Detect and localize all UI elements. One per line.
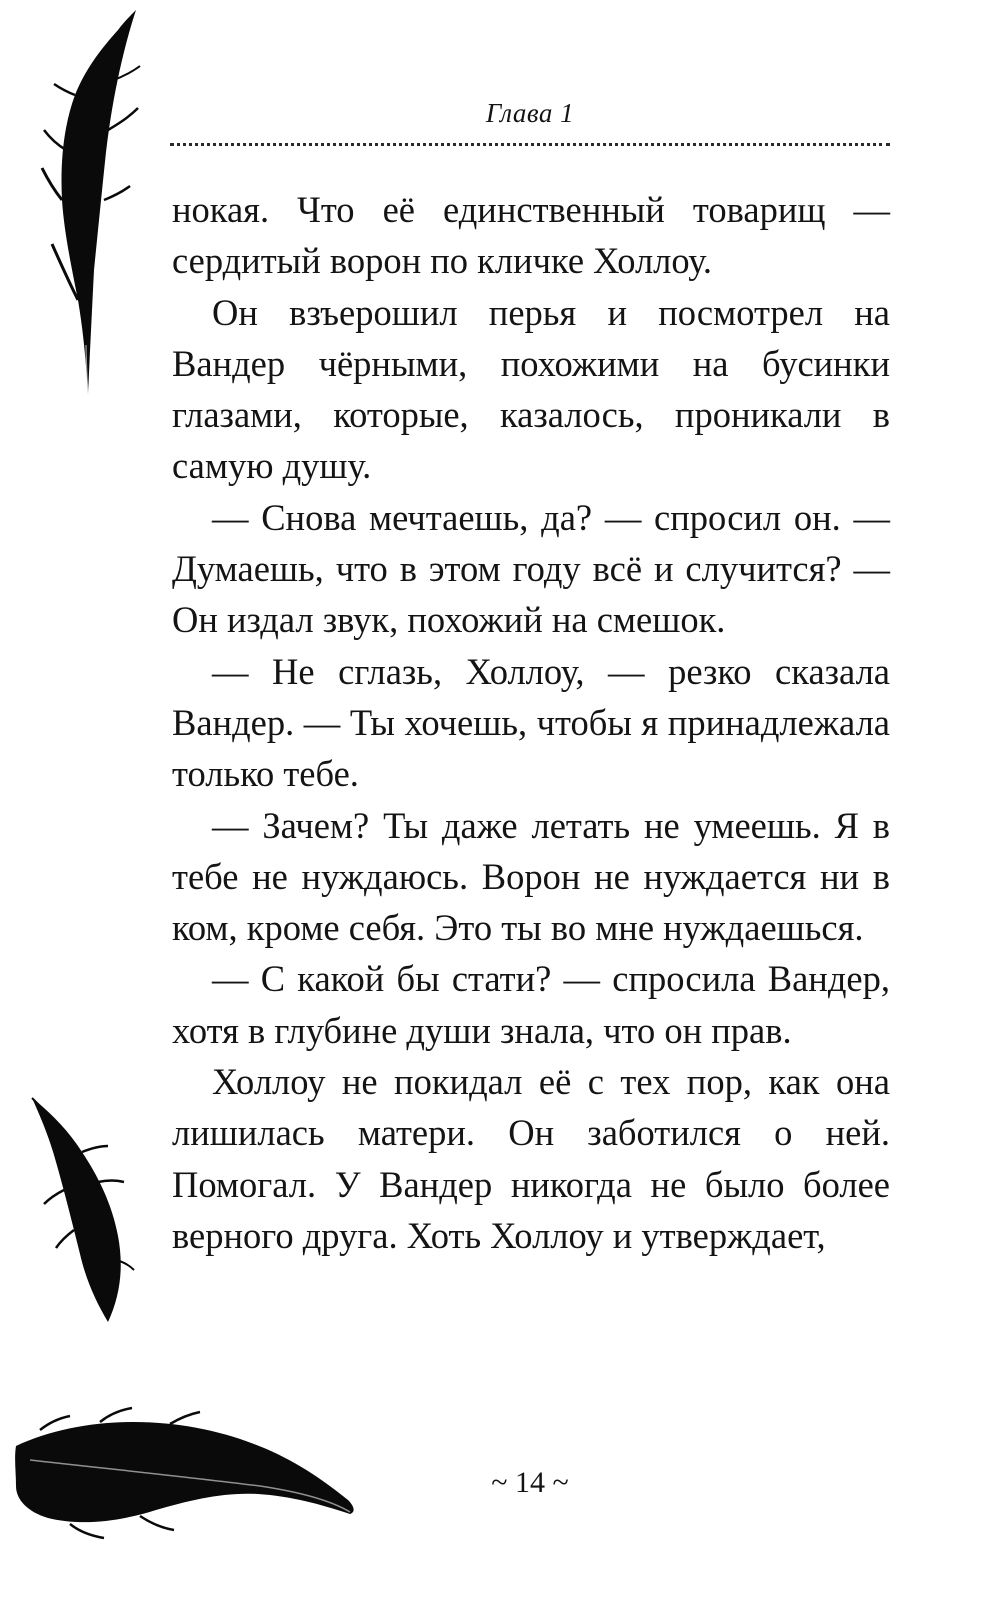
paragraph: — Не сглазь, Холлоу, — резко сказала Вандер. — Ты хочешь, чтобы я принадлежала только тебе. bbox=[172, 650, 890, 795]
header-divider bbox=[170, 143, 890, 146]
page-number: ~ 14 ~ bbox=[491, 1466, 569, 1499]
paragraph: — Зачем? Ты даже летать не умеешь. Я в тебе не нуждаюсь. Ворон не нуждается ни в ком, кроме себя. Это ты во мне нуждаешься. bbox=[172, 804, 890, 949]
feather-icon-top bbox=[20, 0, 150, 400]
paragraph: — С какой бы стати? — спросила Вандер, хотя в глубине души знала, что он прав. bbox=[172, 958, 890, 1051]
feather-icon-middle bbox=[20, 1090, 140, 1330]
paragraph: Он взъерошил перья и посмотрел на Вандер чёрными, похожими на бусинки глазами, которые, казалось, проникали в самую душу. bbox=[172, 291, 890, 487]
running-header: Глава 1 bbox=[485, 98, 575, 128]
paragraph: нокая. Что её единственный товарищ — сердитый ворон по кличке Холлоу. bbox=[172, 189, 890, 282]
paragraph: — Снова мечтаешь, да? — спросил он. — Думаешь, что в этом году всё и случится? — Он издал звук, похожий на смешок. bbox=[172, 496, 890, 641]
body-text bbox=[172, 184, 890, 1261]
paragraph: Холлоу не покидал её с тех пор, как она лишилась матери. Он заботился о ней. Помогал. У Вандер никогда не было более верного друга. Хоть Холлоу и утверждает, bbox=[172, 1061, 890, 1256]
